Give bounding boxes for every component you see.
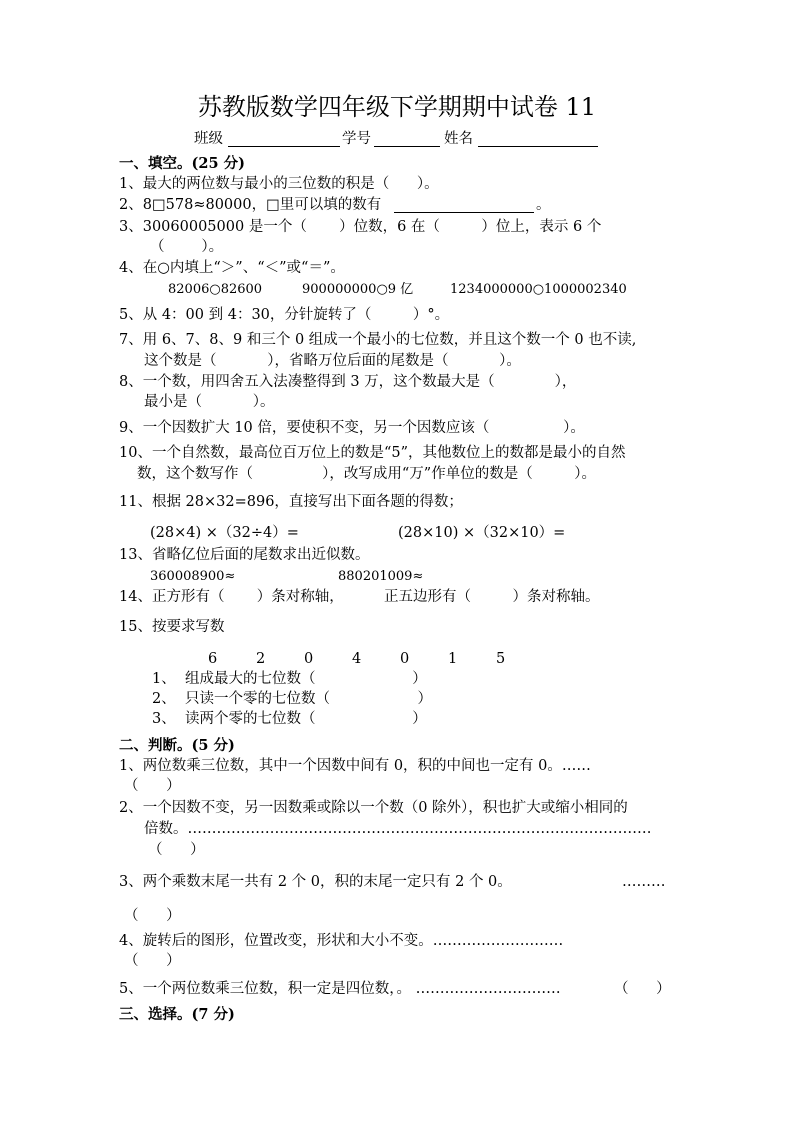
question-3-line-2: （ ）。	[150, 239, 224, 255]
question-9: 9、一个因数扩大 10 倍，要使积不变，另一个因数应该（ ）。	[119, 420, 585, 436]
name-label: 姓名	[444, 131, 473, 147]
judge-2-line-1: 2、一个因数不变，另一因数乘或除以一个数（0 除外），积也扩大或缩小相同的	[119, 800, 628, 816]
question-10-line-2: 数，这个数写作（ ），改写成用“万”作单位的数是（ ）。	[137, 466, 596, 482]
question-15-item: 1、 组成最大的七位数（ ）	[152, 671, 427, 687]
digit-card: 1	[448, 651, 458, 667]
section-1-heading: 一、填空。(25 分)	[119, 155, 245, 172]
question-11-item: (28×10) ×（32×10）=	[398, 525, 566, 541]
question-2: 2、8□578≈80000，□里可以填的数有	[119, 197, 382, 213]
digit-card: 0	[304, 651, 314, 667]
question-5: 5、从 4：00 到 4：30，分针旋转了（ ）°。	[119, 307, 450, 323]
question-7-line-2: 这个数是（ ），省略万位后面的尾数是（ ）。	[144, 353, 521, 369]
class-blank	[228, 146, 340, 147]
judge-4-line-1: 4、旋转后的图形，位置改变，形状和大小不变。………………………	[119, 933, 564, 949]
section-2-heading: 二、判断。(5 分)	[119, 737, 235, 754]
section-3-heading: 三、选择。(7 分)	[119, 1006, 235, 1023]
question-11: 11、根据 28×32=896，直接写出下面各题的得数；	[119, 494, 463, 510]
question-14-part-2: 正五边形有（ ）条对称轴。	[384, 589, 600, 605]
question-14-part-1: 14、正方形有（ ）条对称轴，	[119, 589, 344, 605]
digit-card: 2	[256, 651, 266, 667]
page-title: 苏教版数学四年级下学期期中试卷 11	[197, 93, 597, 121]
question-8-line-2: 最小是（ ）。	[144, 394, 275, 410]
question-1: 1、最大的两位数与最小的三位数的积是（ ）。	[119, 176, 439, 192]
question-15-item: 2、 只读一个零的七位数（ ）	[152, 691, 433, 707]
digit-card: 6	[208, 651, 218, 667]
student-number-label: 学号	[342, 131, 371, 147]
digit-card: 0	[400, 651, 410, 667]
judge-2-line-2: 倍数。……………………………………………………………………………………	[144, 821, 652, 837]
question-13-item: 360008900≈	[150, 569, 236, 584]
question-7-line-1: 7、用 6、7、8、9 和三个 0 组成一个最小的七位数，并且这个数一个 0 也不读,	[119, 332, 637, 348]
question-13: 13、省略亿位后面的尾数求出近似数。	[119, 547, 370, 563]
judge-3-bracket: （ ）	[124, 908, 181, 924]
question-11-item: (28×4) ×（32÷4）=	[150, 525, 299, 541]
question-2-blank	[394, 212, 534, 213]
question-8-line-1: 8、一个数，用四舍五入法凑整得到 3 万，这个数最大是（ ），	[119, 374, 577, 390]
judge-1-bracket: （ ）	[124, 778, 181, 794]
judge-5-line-1: 5、一个两位数乘三位数，积一定是四位数，。 …………………………	[119, 981, 561, 997]
question-2-end: 。	[536, 197, 551, 213]
name-blank	[478, 146, 598, 147]
judge-2-bracket: （ ）	[148, 842, 205, 858]
question-15: 15、按要求写数	[119, 619, 225, 635]
question-3-line-1: 3、30060005000 是一个（ ）位数，6 在（ ）位上，表示 6 个	[119, 219, 602, 235]
student-number-blank	[374, 146, 440, 147]
question-10-line-1: 10、一个自然数，最高位百万位上的数是“5”，其他数位上的数都是最小的自然	[119, 445, 626, 461]
digit-card: 5	[496, 651, 506, 667]
question-4-item: 900000000○9 亿	[302, 282, 414, 297]
judge-3-line-1: 3、两个乘数末尾一共有 2 个 0，积的末尾一定只有 2 个 0。	[119, 874, 512, 890]
question-4-item: 1234000000○1000002340	[450, 282, 627, 297]
question-15-item: 3、 读两个零的七位数（ ）	[152, 711, 427, 727]
judge-1-line-1: 1、两位数乘三位数，其中一个因数中间有 0，积的中间也一定有 0。……	[119, 758, 591, 774]
judge-5-bracket: （ ）	[614, 981, 671, 997]
judge-4-bracket: （ ）	[124, 953, 181, 969]
digit-card: 4	[352, 651, 362, 667]
question-13-item: 880201009≈	[338, 569, 424, 584]
question-4: 4、在○内填上“＞”、“＜”或“＝”。	[119, 260, 345, 276]
question-4-item: 82006○82600	[168, 282, 263, 297]
class-label: 班级	[194, 131, 223, 147]
judge-3-dots: ………	[622, 874, 666, 890]
